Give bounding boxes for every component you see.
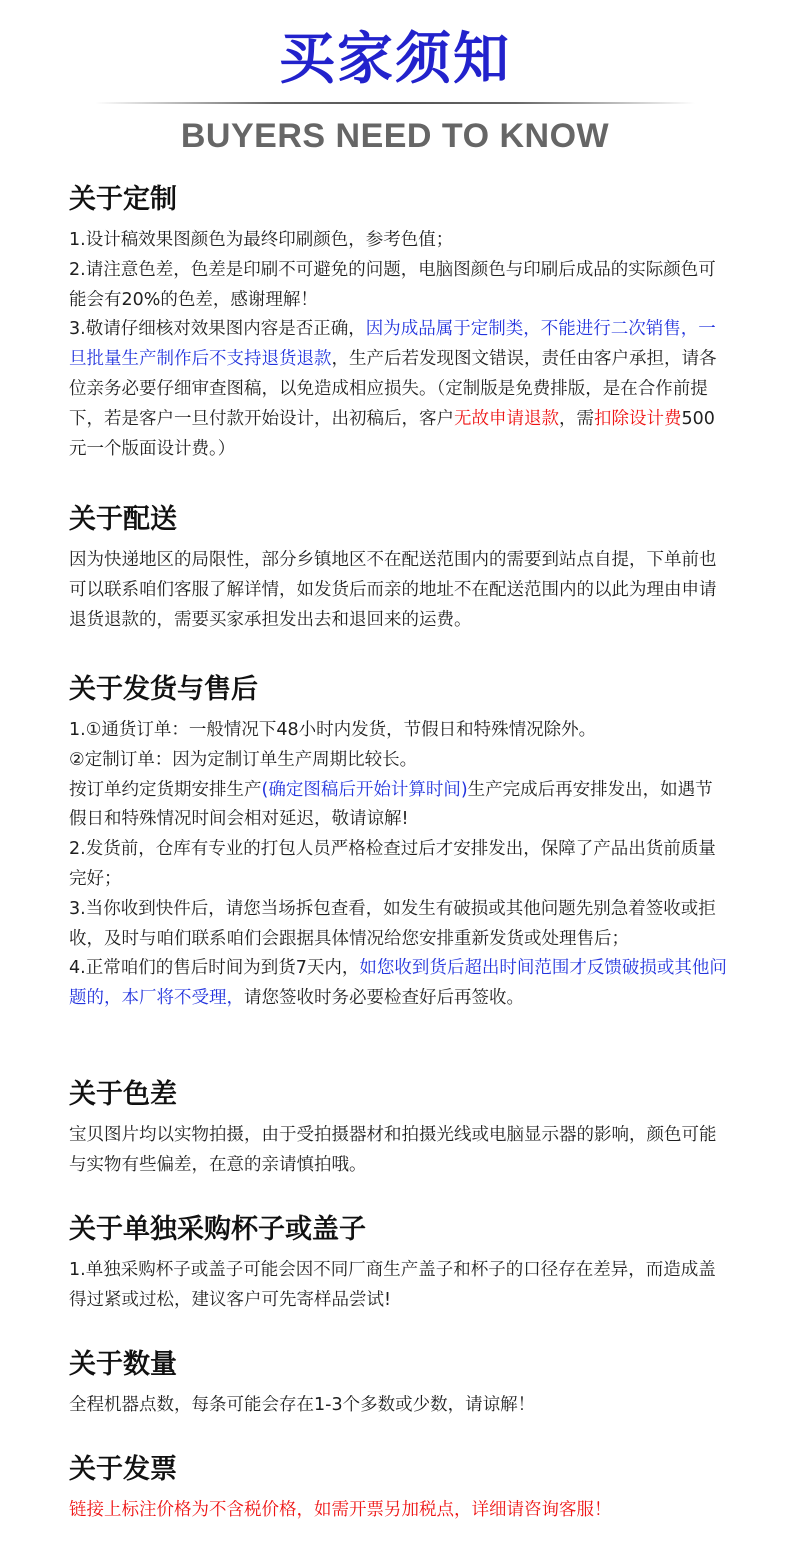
section-invoice <box>69 1450 728 1526</box>
highlight-text: 因为成品属于定制类，不能进行二次销售，一旦批量生产制作后不支持退货退款 <box>69 319 716 370</box>
paragraph <box>69 315 728 464</box>
page-title: 买家须知 <box>279 27 511 92</box>
section-title: 关于色差 <box>69 1079 177 1110</box>
warning-text: 无故申请退款 <box>454 408 559 429</box>
paragraph: 宝贝图片均以实物拍摄，由于受拍摄器材和拍摄光线或电脑显示器的影响，颜色可能与实物有些偏差，在意的亲请慎拍哦。 <box>69 1125 717 1175</box>
paragraph: 全程机器点数，每条可能会存在1-3个多数或少数，请谅解！ <box>69 1395 536 1415</box>
text: 4.正常咱们的售后时间为到货7天内， <box>69 958 360 979</box>
paragraph: 1.①通货订单：一般情况下48小时内发货，节假日和特殊情况除外。 <box>69 720 597 740</box>
text: 500元一个版面设计费。） <box>69 408 715 459</box>
text: 按订单约定货期安排生产 <box>69 779 262 800</box>
title-divider <box>95 102 695 104</box>
section-title: 关于配送 <box>69 504 177 535</box>
paragraph: 3.当你收到快件后，请您当场拆包查看，如发生有破损或其他问题先别急着签收或拒收，及时与咱们联系咱们会跟据具体情况给您安排重新发货或处理售后； <box>69 898 716 949</box>
section-color-difference <box>69 1075 728 1181</box>
section-quantity <box>69 1345 728 1421</box>
section-custom <box>69 180 728 464</box>
section-title: 关于发票 <box>69 1454 177 1485</box>
section-title: 关于定制 <box>69 184 177 215</box>
page-header <box>0 0 790 180</box>
paragraph: 2.发货前，仓库有专业的打包人员严格检查过后才安排发出，保障了产品出货前质量完好； <box>69 839 716 889</box>
text: 生产完成后再安排发出，如遇节假日和特殊情况时间会相对延迟，敬请谅解! <box>69 779 713 830</box>
section-title: 关于数量 <box>69 1349 177 1380</box>
warning-text: 链接上标注价格为不含税价格，如需开票另加税点，详细请咨询客服！ <box>69 1500 612 1520</box>
section-title: 关于单独采购杯子或盖子 <box>69 1214 366 1245</box>
section-delivery-aftersales <box>69 670 728 1014</box>
paragraph <box>69 954 728 1014</box>
highlight-text: (确定图稿后开始计算时间) <box>261 779 468 800</box>
section-shipping <box>69 500 728 635</box>
page-subtitle: BUYERS NEED TO KNOW <box>180 117 610 155</box>
text: 请您签收时务必要检查好后再签收。 <box>244 988 524 1009</box>
section-cup-lid-purchase <box>69 1210 728 1316</box>
paragraph: 因为快递地区的局限性，部分乡镇地区不在配送范围内的需要到站点自提，下单前也可以联系咱们客服了解详情，如发货后而亲的地址不在配送范围内的以此为理由申请退货退款的，需要买家承担发出去和退回来的运费。 <box>69 550 717 630</box>
section-title: 关于发货与售后 <box>69 674 258 705</box>
warning-text: 扣除设计费 <box>594 408 682 429</box>
paragraph: 1.单独采购杯子或盖子可能会因不同厂商生产盖子和杯子的口径存在差异，而造成盖得过紧或过松，建议客户可先寄样品尝试! <box>69 1260 716 1310</box>
paragraph: 1.设计稿效果图颜色为最终印刷颜色，参考色值； <box>69 230 454 250</box>
paragraph: ②定制订单：因为定制订单生产周期比较长。 <box>69 749 418 770</box>
paragraph: 2.请注意色差，色差是印刷不可避免的问题，电脑图颜色与印刷后成品的实际颜色可能会有20%的色差，感谢理解！ <box>69 259 716 310</box>
text: ，需 <box>559 408 594 429</box>
paragraph <box>69 776 728 836</box>
highlight-text: 如您收到货后超出时间范围才反馈破损或其他问题的，本厂将不受理， <box>69 958 727 1009</box>
text: 3.敬请仔细核对效果图内容是否正确， <box>69 319 366 340</box>
text: ，生产后若发现图文错误，责任由客户承担，请各位亲务必要仔细审查图稿，以免造成相应损失。（定制版是免费排版，是在合作前提下，若是客户一旦付款开始设计，出初稿后，客户 <box>69 349 717 429</box>
